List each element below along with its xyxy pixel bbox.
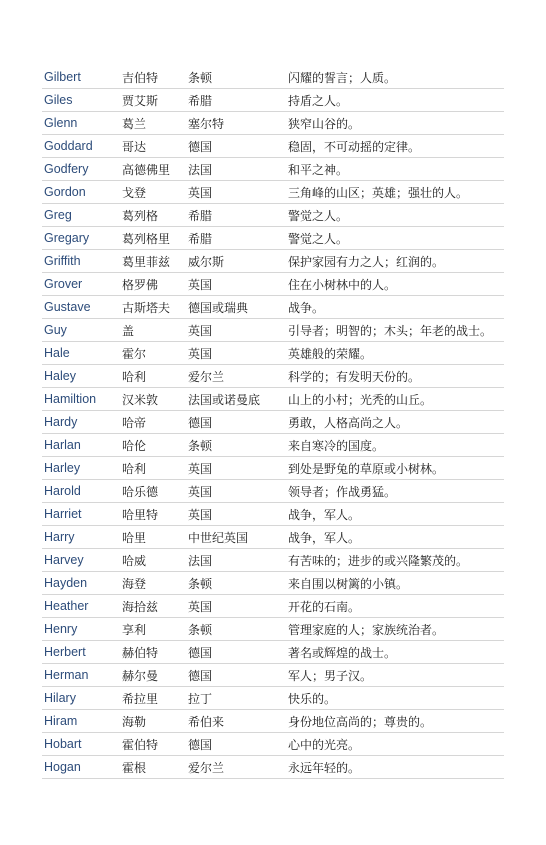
table-row xyxy=(42,457,504,480)
chinese-name-cell: 哈伦 xyxy=(120,434,186,457)
table-row xyxy=(42,342,504,365)
origin-cell: 英国 xyxy=(186,319,286,342)
meaning-cell: 保护家园有力之人；红润的。 xyxy=(286,250,504,273)
name-cell: Gustave xyxy=(42,296,120,319)
origin-cell: 英国 xyxy=(186,273,286,296)
meaning-cell: 引导者；明智的；木头；年老的战士。 xyxy=(286,319,504,342)
chinese-name-cell: 盖 xyxy=(120,319,186,342)
chinese-name-cell: 霍尔 xyxy=(120,342,186,365)
chinese-name-cell: 葛里菲兹 xyxy=(120,250,186,273)
origin-cell: 英国 xyxy=(186,181,286,204)
name-cell: Herbert xyxy=(42,641,120,664)
table-row xyxy=(42,66,504,89)
chinese-name-cell: 哈帝 xyxy=(120,411,186,434)
meaning-cell: 领导者；作战勇猛。 xyxy=(286,480,504,503)
origin-cell: 法国 xyxy=(186,158,286,181)
origin-cell: 爱尔兰 xyxy=(186,365,286,388)
table-row xyxy=(42,687,504,710)
meaning-cell: 闪耀的誓言；人质。 xyxy=(286,66,504,89)
origin-cell: 条顿 xyxy=(186,618,286,641)
origin-cell: 法国 xyxy=(186,549,286,572)
name-cell: Harlan xyxy=(42,434,120,457)
meaning-cell: 永远年轻的。 xyxy=(286,756,504,779)
origin-cell: 德国 xyxy=(186,733,286,756)
table-row xyxy=(42,480,504,503)
origin-cell: 希腊 xyxy=(186,204,286,227)
table-row xyxy=(42,273,504,296)
origin-cell: 德国 xyxy=(186,664,286,687)
meaning-cell: 军人；男子汉。 xyxy=(286,664,504,687)
meaning-cell: 战争，军人。 xyxy=(286,503,504,526)
origin-cell: 中世纪英国 xyxy=(186,526,286,549)
table-row xyxy=(42,526,504,549)
origin-cell: 法国或诺曼底 xyxy=(186,388,286,411)
table-row xyxy=(42,618,504,641)
origin-cell: 德国或瑞典 xyxy=(186,296,286,319)
chinese-name-cell: 吉伯特 xyxy=(120,66,186,89)
table-row xyxy=(42,135,504,158)
name-cell: Henry xyxy=(42,618,120,641)
names-table xyxy=(42,66,504,779)
table-row xyxy=(42,549,504,572)
table-row xyxy=(42,388,504,411)
name-cell: Godfery xyxy=(42,158,120,181)
chinese-name-cell: 海勒 xyxy=(120,710,186,733)
meaning-cell: 勇敢，人格高尚之人。 xyxy=(286,411,504,434)
meaning-cell: 有苦味的；进步的或兴隆繁茂的。 xyxy=(286,549,504,572)
table-row xyxy=(42,112,504,135)
chinese-name-cell: 哈里 xyxy=(120,526,186,549)
meaning-cell: 狭窄山谷的。 xyxy=(286,112,504,135)
meaning-cell: 来自寒冷的国度。 xyxy=(286,434,504,457)
chinese-name-cell: 汉米敦 xyxy=(120,388,186,411)
name-cell: Herman xyxy=(42,664,120,687)
table-row xyxy=(42,641,504,664)
meaning-cell: 战争，军人。 xyxy=(286,526,504,549)
chinese-name-cell: 葛列格 xyxy=(120,204,186,227)
table-row xyxy=(42,733,504,756)
meaning-cell: 和平之神。 xyxy=(286,158,504,181)
chinese-name-cell: 贾艾斯 xyxy=(120,89,186,112)
origin-cell: 英国 xyxy=(186,480,286,503)
chinese-name-cell: 哈里特 xyxy=(120,503,186,526)
meaning-cell: 科学的；有发明天份的。 xyxy=(286,365,504,388)
name-cell: Hayden xyxy=(42,572,120,595)
chinese-name-cell: 葛列格里 xyxy=(120,227,186,250)
chinese-name-cell: 葛兰 xyxy=(120,112,186,135)
name-cell: Harold xyxy=(42,480,120,503)
origin-cell: 拉丁 xyxy=(186,687,286,710)
chinese-name-cell: 戈登 xyxy=(120,181,186,204)
name-cell: Glenn xyxy=(42,112,120,135)
table-row xyxy=(42,227,504,250)
chinese-name-cell: 古斯塔夫 xyxy=(120,296,186,319)
name-cell: Hardy xyxy=(42,411,120,434)
chinese-name-cell: 海拾兹 xyxy=(120,595,186,618)
origin-cell: 条顿 xyxy=(186,572,286,595)
origin-cell: 英国 xyxy=(186,503,286,526)
name-cell: Hamiltion xyxy=(42,388,120,411)
chinese-name-cell: 哈利 xyxy=(120,457,186,480)
meaning-cell: 稳固，不可动摇的定律。 xyxy=(286,135,504,158)
meaning-cell: 英雄般的荣耀。 xyxy=(286,342,504,365)
name-cell: Hobart xyxy=(42,733,120,756)
table-row xyxy=(42,296,504,319)
table-row xyxy=(42,365,504,388)
name-cell: Hilary xyxy=(42,687,120,710)
table-row xyxy=(42,411,504,434)
table-row xyxy=(42,181,504,204)
meaning-cell: 身份地位高尚的；尊贵的。 xyxy=(286,710,504,733)
table-row xyxy=(42,503,504,526)
origin-cell: 希腊 xyxy=(186,89,286,112)
name-cell: Harvey xyxy=(42,549,120,572)
table-row xyxy=(42,664,504,687)
meaning-cell: 战争。 xyxy=(286,296,504,319)
name-cell: Grover xyxy=(42,273,120,296)
name-cell: Greg xyxy=(42,204,120,227)
table-row xyxy=(42,319,504,342)
origin-cell: 塞尔特 xyxy=(186,112,286,135)
table-body xyxy=(42,66,504,779)
name-cell: Hogan xyxy=(42,756,120,779)
origin-cell: 英国 xyxy=(186,595,286,618)
origin-cell: 条顿 xyxy=(186,66,286,89)
table-row xyxy=(42,756,504,779)
origin-cell: 希伯来 xyxy=(186,710,286,733)
name-cell: Harry xyxy=(42,526,120,549)
origin-cell: 英国 xyxy=(186,457,286,480)
origin-cell: 威尔斯 xyxy=(186,250,286,273)
meaning-cell: 持盾之人。 xyxy=(286,89,504,112)
meaning-cell: 心中的光亮。 xyxy=(286,733,504,756)
meaning-cell: 山上的小村；光秃的山丘。 xyxy=(286,388,504,411)
table-row xyxy=(42,710,504,733)
name-cell: Guy xyxy=(42,319,120,342)
meaning-cell: 著名或辉煌的战士。 xyxy=(286,641,504,664)
name-cell: Gregary xyxy=(42,227,120,250)
chinese-name-cell: 高德佛里 xyxy=(120,158,186,181)
chinese-name-cell: 霍伯特 xyxy=(120,733,186,756)
name-cell: Giles xyxy=(42,89,120,112)
origin-cell: 希腊 xyxy=(186,227,286,250)
meaning-cell: 到处是野兔的草原或小树林。 xyxy=(286,457,504,480)
table-row xyxy=(42,204,504,227)
meaning-cell: 住在小树林中的人。 xyxy=(286,273,504,296)
name-cell: Gilbert xyxy=(42,66,120,89)
table-row xyxy=(42,572,504,595)
table-row xyxy=(42,158,504,181)
chinese-name-cell: 哈利 xyxy=(120,365,186,388)
chinese-name-cell: 赫尔曼 xyxy=(120,664,186,687)
table-row xyxy=(42,250,504,273)
origin-cell: 德国 xyxy=(186,641,286,664)
name-cell: Heather xyxy=(42,595,120,618)
chinese-name-cell: 享利 xyxy=(120,618,186,641)
meaning-cell: 快乐的。 xyxy=(286,687,504,710)
origin-cell: 英国 xyxy=(186,342,286,365)
name-cell: Harley xyxy=(42,457,120,480)
chinese-name-cell: 希拉里 xyxy=(120,687,186,710)
origin-cell: 德国 xyxy=(186,411,286,434)
meaning-cell: 警觉之人。 xyxy=(286,204,504,227)
table-row xyxy=(42,434,504,457)
chinese-name-cell: 哈乐德 xyxy=(120,480,186,503)
name-cell: Hiram xyxy=(42,710,120,733)
chinese-name-cell: 海登 xyxy=(120,572,186,595)
name-cell: Haley xyxy=(42,365,120,388)
name-cell: Harriet xyxy=(42,503,120,526)
meaning-cell: 来自围以树篱的小镇。 xyxy=(286,572,504,595)
meaning-cell: 警觉之人。 xyxy=(286,227,504,250)
chinese-name-cell: 格罗佛 xyxy=(120,273,186,296)
origin-cell: 条顿 xyxy=(186,434,286,457)
chinese-name-cell: 哥达 xyxy=(120,135,186,158)
table-row xyxy=(42,595,504,618)
origin-cell: 爱尔兰 xyxy=(186,756,286,779)
name-cell: Hale xyxy=(42,342,120,365)
meaning-cell: 开花的石南。 xyxy=(286,595,504,618)
meaning-cell: 管理家庭的人；家族统治者。 xyxy=(286,618,504,641)
chinese-name-cell: 霍根 xyxy=(120,756,186,779)
chinese-name-cell: 赫伯特 xyxy=(120,641,186,664)
name-cell: Griffith xyxy=(42,250,120,273)
table-row xyxy=(42,89,504,112)
meaning-cell: 三角峰的山区；英雄；强壮的人。 xyxy=(286,181,504,204)
name-cell: Goddard xyxy=(42,135,120,158)
origin-cell: 德国 xyxy=(186,135,286,158)
name-cell: Gordon xyxy=(42,181,120,204)
chinese-name-cell: 哈威 xyxy=(120,549,186,572)
